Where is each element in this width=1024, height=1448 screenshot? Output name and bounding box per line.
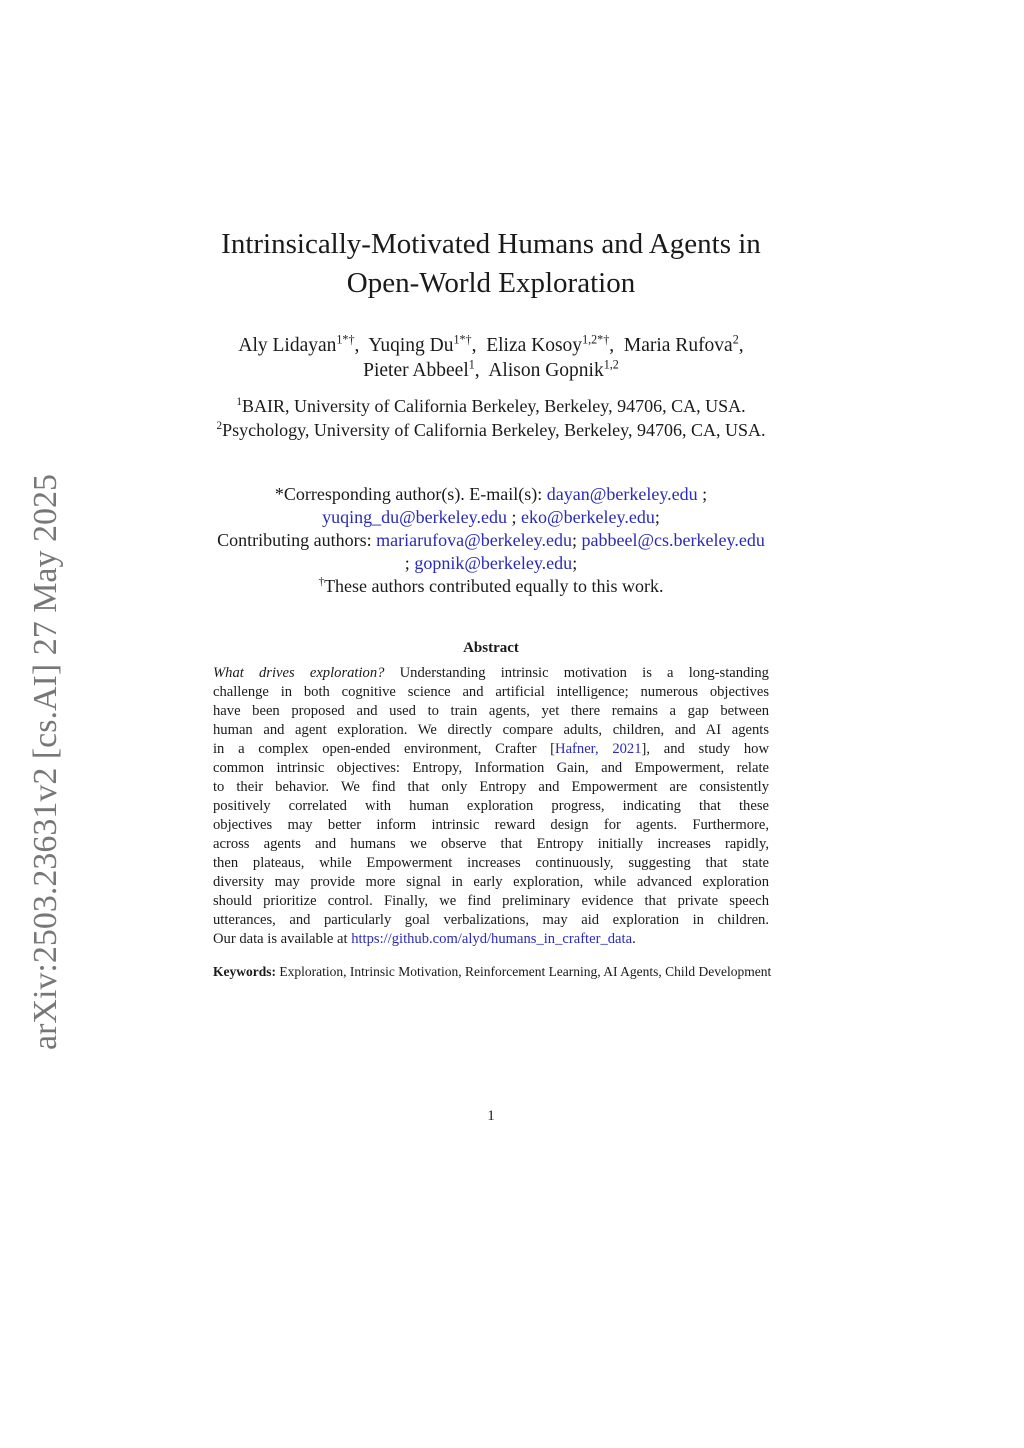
abstract-text: ], and study how <box>641 741 769 757</box>
keywords-label: Keywords: <box>213 964 276 979</box>
abstract-line: common intrinsic objectives: Entropy, Information Gain, and Empowerment, relate <box>213 760 769 776</box>
abstract-line: diversity may provide more signal in early exploration, while advanced exploration <box>213 874 769 890</box>
abstract-text: Understanding intrinsic motivation is a long-standing <box>384 665 769 681</box>
affiliation-text: Psychology, University of California Berkeley, Berkeley, 94706, CA, USA. <box>222 420 766 440</box>
correspondence-line-2: yuqing_du@berkeley.edu ; eko@berkeley.edu; <box>322 507 660 527</box>
abstract-line: utterances, and particularly goal verbalizations, may aid exploration in children. <box>213 912 769 928</box>
email-link[interactable]: yuqing_du@berkeley.edu <box>322 507 507 527</box>
author-list-line-1: Aly Lidayan$^{1*\dagger}$, Yuqing $Du^{1*\dagger}$, Eliza Kosoy$^{1,2*\dagger}$, Maria Rufova$^2$, <box>238 332 744 356</box>
author-sup: 1*† <box>453 332 472 347</box>
author-name: Yuqing Du <box>368 335 454 356</box>
abstract-text: in a complex open-ended environment, Crafter [ <box>213 741 556 757</box>
abstract-line: then plateaus, while Empowerment increases continuously, suggesting that state <box>213 855 769 871</box>
author-list-line-2: Pieter Abbeel$^1$, Alison Gopnik$^{1,2}$ <box>363 357 619 381</box>
abstract-text: . <box>632 931 636 947</box>
abstract-line <box>213 740 769 759</box>
affiliation-text: BAIR, University of California Berkeley, Berkeley, 94706, CA, USA. <box>242 396 746 416</box>
abstract-line <box>213 664 769 683</box>
author-name: Eliza Kosoy <box>486 335 583 356</box>
page-number: 1 <box>487 1108 495 1124</box>
contributing-label: Contributing authors: <box>217 530 372 550</box>
data-repository-link[interactable]: https://github.com/alyd/humans_in_crafter_data <box>351 931 633 947</box>
abstract-line: have been proposed and used to train agents, yet there remains a gap between <box>213 703 769 719</box>
equal-note-text: These authors contributed equally to this work. <box>324 576 664 596</box>
abstract-line: human and agent exploration. We directly compare adults, children, and AI agents <box>213 722 769 738</box>
correspondence-line-1: *Corresponding author(s). E-mail(s): dayan@berkeley.edu ; <box>274 484 708 504</box>
email-link[interactable]: pabbeel@cs.berkeley.edu <box>581 530 765 550</box>
paper-title-line-1: Intrinsically-Motivated Humans and Agents in <box>221 228 761 260</box>
author-name: Maria Rufova <box>623 335 733 356</box>
correspondence-label: *Corresponding author(s). E-mail(s): <box>274 484 543 504</box>
affiliation-sup: 1 <box>236 396 242 408</box>
abstract-lead: What drives exploration? <box>213 665 385 681</box>
affiliation-1 <box>0 396 982 417</box>
abstract-line: across agents and humans we observe that Entropy initially increases rapidly, <box>213 836 769 852</box>
author-sup: 2 <box>732 332 739 347</box>
email-link[interactable]: eko@berkeley.edu <box>521 507 655 527</box>
affiliation-2 <box>0 420 982 441</box>
affiliation-sup: 2 <box>216 420 223 432</box>
abstract-line: objectives may better inform intrinsic reward design for agents. Furthermore, <box>213 817 769 833</box>
contributing-line-1: Contributing authors: mariarufova@berkeley.edu; pabbeel@cs.berkeley.edu <box>217 530 765 550</box>
author-sup: 1*† <box>336 332 355 347</box>
dagger-sup: † <box>318 576 325 588</box>
email-link[interactable]: mariarufova@berkeley.edu <box>376 530 572 550</box>
abstract-heading: Abstract <box>463 640 519 656</box>
abstract-line <box>213 930 769 949</box>
author-sup: 1,2 <box>603 357 619 372</box>
contributing-line-2: ; gopnik@berkeley.edu; <box>404 553 578 573</box>
author-sup: 1,2*† <box>582 332 610 347</box>
keywords-text: Exploration, Intrinsic Motivation, Reinforcement Learning, AI Agents, Child Development <box>276 964 772 979</box>
abstract-line: to their behavior. We find that only Entropy and Empowerment are consistently <box>213 779 769 795</box>
abstract-body <box>213 664 769 949</box>
arxiv-identifier: arXiv:2503.23631v2 [cs.AI] 27 May 2025 <box>27 473 64 1050</box>
abstract-text: Our data is available at <box>213 931 352 947</box>
equal-contribution-note <box>0 576 982 597</box>
abstract-line: challenge in both cognitive science and artificial intelligence; numerous objectives <box>213 684 769 700</box>
author-name: Alison Gopnik <box>488 360 604 381</box>
email-link[interactable]: dayan@berkeley.edu <box>546 484 698 504</box>
email-link[interactable]: gopnik@berkeley.edu <box>414 553 573 573</box>
abstract-line: positively correlated with human exploration progress, indicating that these <box>213 798 769 814</box>
keywords <box>213 963 773 980</box>
author-name: Aly Lidayan <box>238 335 337 356</box>
paper-title-line-2: Open-World Exploration <box>346 267 636 299</box>
author-name: Pieter Abbeel <box>363 360 469 381</box>
author-sup: 1 <box>468 357 475 372</box>
citation-link[interactable]: Hafner, 2021 <box>555 741 642 757</box>
abstract-line: should prioritize control. Finally, we find preliminary evidence that private speech <box>213 893 769 909</box>
